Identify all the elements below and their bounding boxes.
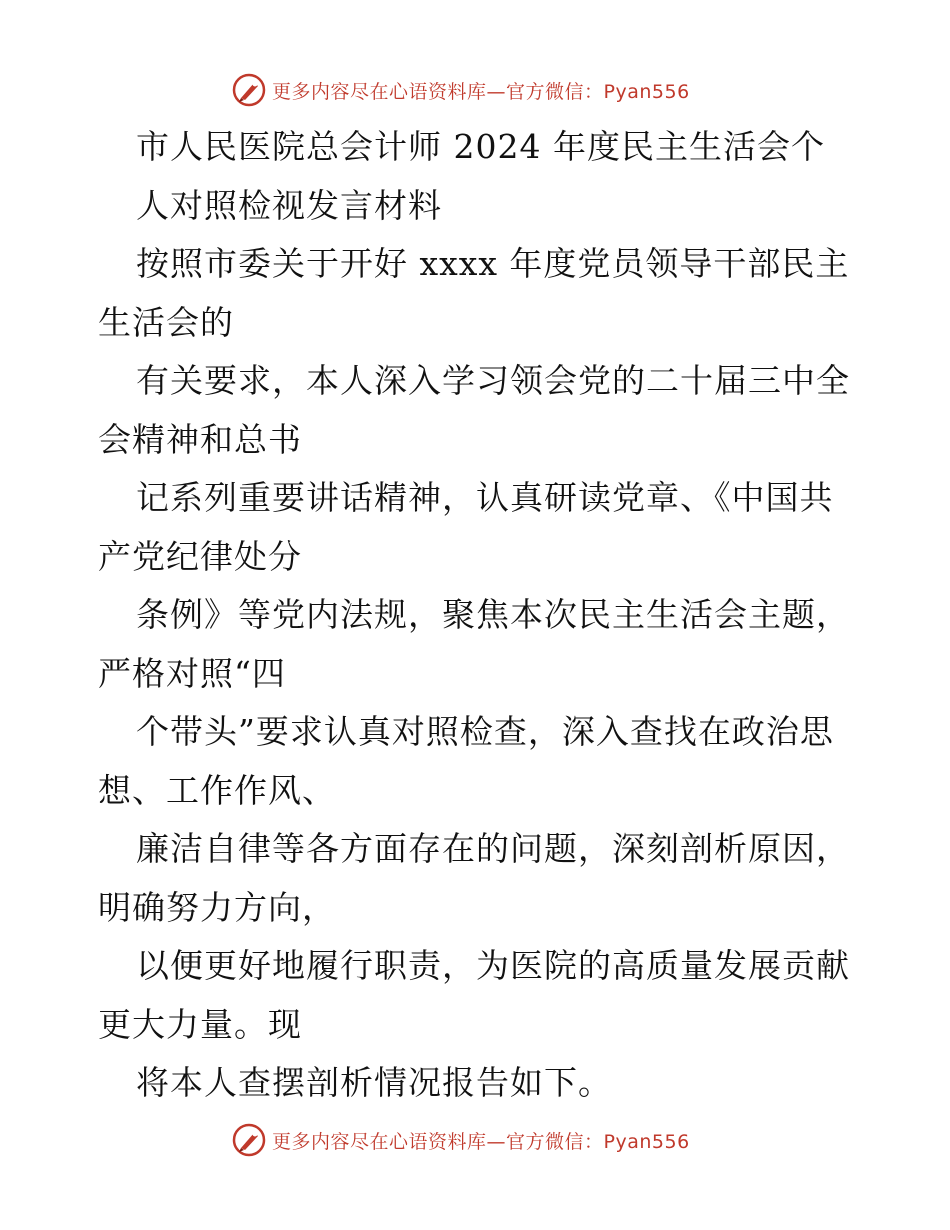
- paragraph-line: 会精神和总书: [98, 419, 302, 459]
- footer-banner-label: 更多内容尽在心语资料库—官方微信：: [272, 1130, 604, 1153]
- pen-logo-icon: [232, 73, 266, 107]
- paragraph-line: 想、工作作风、: [98, 770, 336, 810]
- paragraph-line: 生活会的: [98, 302, 234, 342]
- paragraph-line: 将本人查摆剖析情况报告如下。: [136, 1063, 612, 1102]
- title-line-2: 人对照检视发言材料: [136, 185, 442, 225]
- pen-logo-icon: [232, 1123, 266, 1157]
- footer-banner-text: [272, 1127, 690, 1154]
- paragraph-line: 更大力量。现: [98, 1004, 302, 1044]
- header-banner-label: 更多内容尽在心语资料库—官方微信：: [272, 80, 604, 103]
- paragraph-line: 有关要求，本人深入学习领会党的二十届三中全: [136, 361, 850, 400]
- header-banner: [232, 70, 690, 110]
- footer-banner-account: Pyan556: [603, 1130, 690, 1153]
- paragraph-line: 明确努力方向，: [98, 887, 336, 927]
- header-banner-text: [272, 77, 690, 104]
- paragraph-line: 严格对照“四: [98, 653, 286, 693]
- paragraph-line: 产党纪律处分: [98, 536, 302, 576]
- paragraph-line: 按照市委关于开好 xxxx 年度党员领导干部民主: [136, 244, 850, 283]
- title-line-1: 市人民医院总会计师 2024 年度民主生活会个: [136, 127, 825, 166]
- document-body: [98, 118, 858, 1113]
- paragraph-line: 以便更好地履行职责，为医院的高质量发展贡献: [136, 946, 850, 985]
- paragraph-line: 廉洁自律等各方面存在的问题，深刻剖析原因，: [136, 829, 850, 868]
- paragraph-line: 条例》等党内法规，聚焦本次民主生活会主题，: [136, 595, 850, 634]
- paragraph-line: 记系列重要讲话精神，认真研读党章、《中国共: [136, 478, 834, 517]
- footer-banner: [232, 1120, 690, 1160]
- paragraph-line: 个带头”要求认真对照检查，深入查找在政治思: [136, 712, 834, 751]
- header-banner-account: Pyan556: [603, 80, 690, 103]
